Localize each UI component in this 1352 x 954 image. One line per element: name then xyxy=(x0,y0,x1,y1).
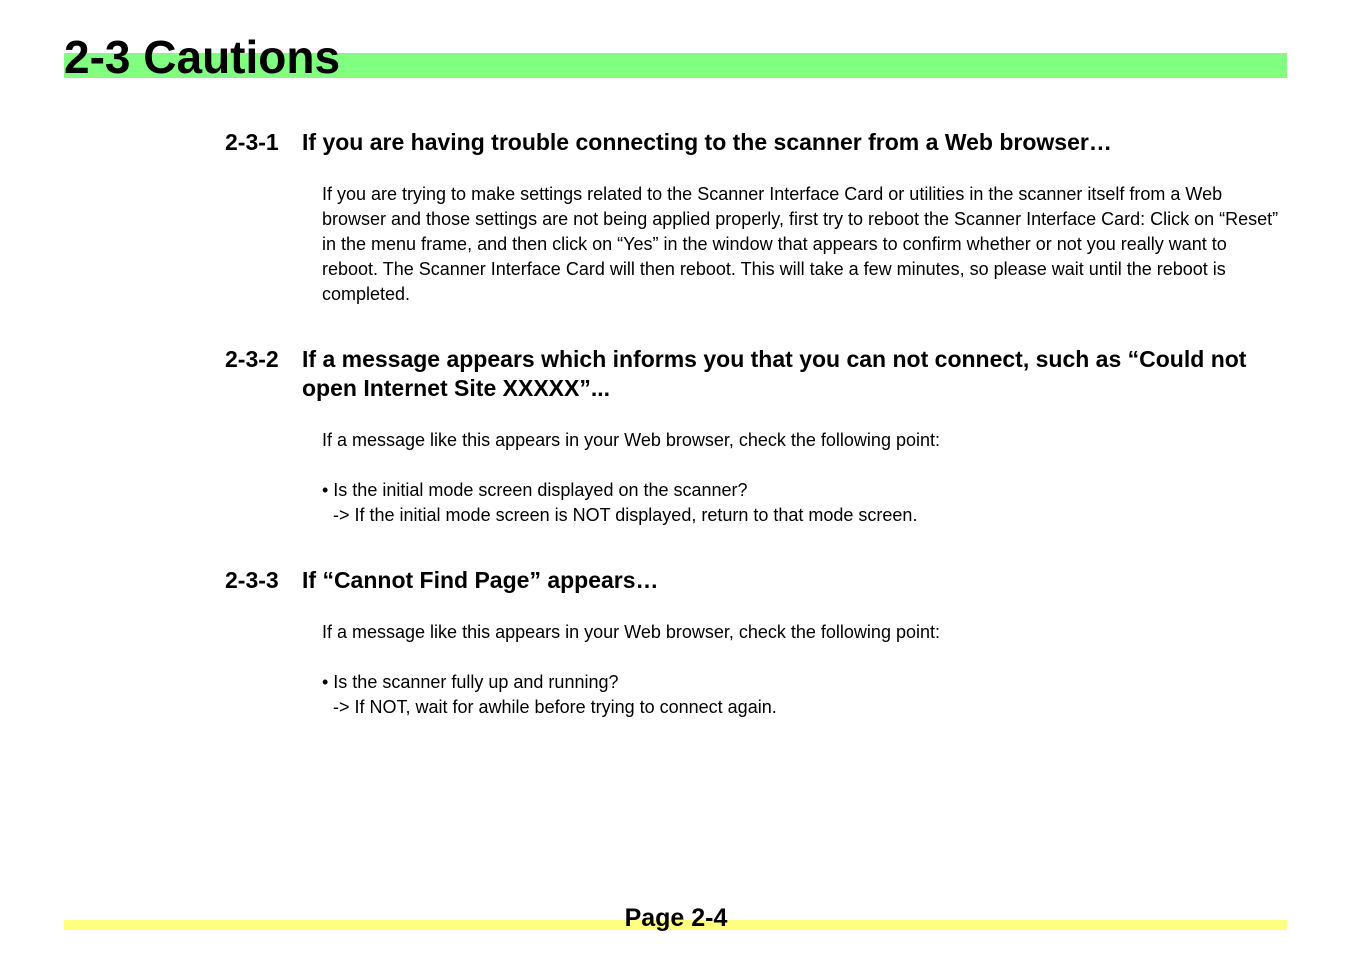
spacer xyxy=(322,645,1287,670)
section-paragraph: If you are trying to make settings related to the Scanner Interface Card or utilities in the scanner itself from a Web browser and those settings are not being applied properly, first try to reboot the Scanner Interface Card: Click on “Reset” in the menu frame, and then click on “Yes” in the window that appears to confirm whether or not you really want to reboot. The Scanner Interface Card will then reboot. This will take a few minutes, so please wait until the reboot is completed. xyxy=(322,184,1279,304)
section-2-3-1 xyxy=(225,128,1290,307)
check-action: -> If NOT, wait for awhile before trying to connect again. xyxy=(333,697,777,717)
section-number: 2-3-2 xyxy=(225,346,279,372)
page-number: Page 2-4 xyxy=(624,904,728,932)
section-body xyxy=(322,428,1287,528)
check-item: • Is the initial mode screen displayed on the scanner? xyxy=(322,480,748,500)
section-2-3-3 xyxy=(225,566,1290,720)
page-title: 2-3 Cautions xyxy=(64,31,341,83)
spacer xyxy=(322,453,1287,478)
section-body xyxy=(322,182,1287,307)
section-heading: If “Cannot Find Page” appears… xyxy=(302,567,659,593)
check-action: -> If the initial mode screen is NOT displayed, return to that mode screen. xyxy=(333,505,918,525)
section-header xyxy=(225,345,1290,403)
section-paragraph: If a message like this appears in your Web browser, check the following point: xyxy=(322,430,940,450)
section-number: 2-3-1 xyxy=(225,129,279,155)
check-item: • Is the scanner fully up and running? xyxy=(322,672,619,692)
section-header xyxy=(225,566,1290,595)
section-paragraph: If a message like this appears in your Web browser, check the following point: xyxy=(322,622,940,642)
section-heading: If you are having trouble connecting to the scanner from a Web browser… xyxy=(302,129,1112,155)
section-2-3-2 xyxy=(225,345,1290,528)
section-header xyxy=(225,128,1290,157)
section-heading: If a message appears which informs you that you can not connect, such as “Could not open Internet Site XXXXX”... xyxy=(302,346,1247,401)
section-body xyxy=(322,620,1287,720)
section-number: 2-3-3 xyxy=(225,567,279,593)
